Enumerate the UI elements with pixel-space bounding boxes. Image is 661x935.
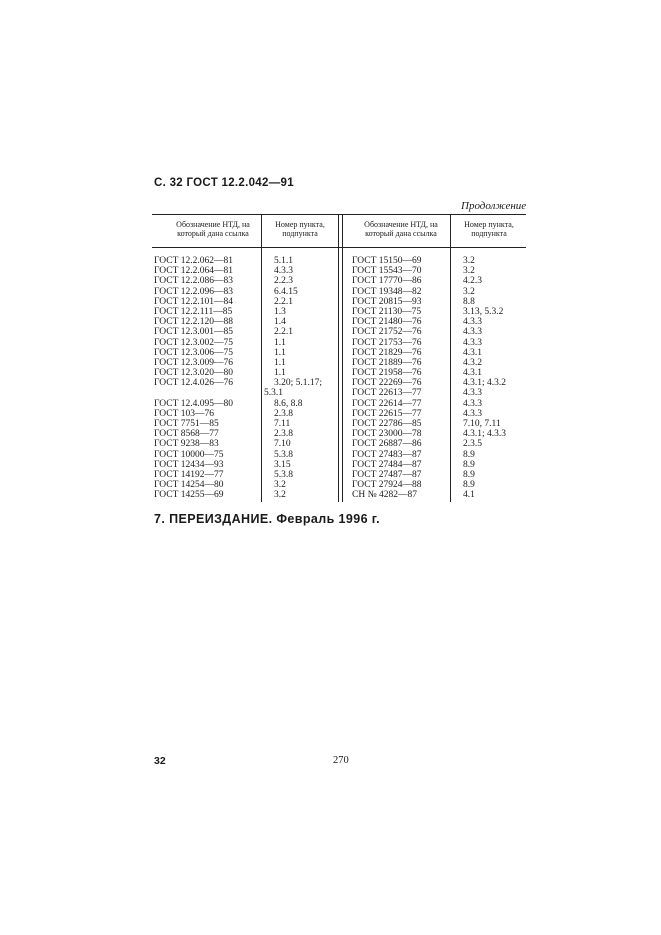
table-cell: ГОСТ 12434—93 bbox=[154, 459, 224, 470]
table-cell: ГОСТ 9238—83 bbox=[154, 439, 219, 450]
table-cell: 4.3.3 bbox=[463, 337, 482, 348]
table-cell: ГОСТ 22615—77 bbox=[352, 408, 422, 419]
table-cell: ГОСТ 27487—87 bbox=[352, 469, 422, 480]
table-cell: ГОСТ 103—76 bbox=[154, 408, 214, 419]
table-cell: ГОСТ 27924—88 bbox=[352, 480, 422, 491]
table-cell: 4.3.1 bbox=[463, 347, 482, 358]
table-cell: ГОСТ 22614—77 bbox=[352, 398, 422, 409]
table-cell: ГОСТ 12.4.095—80 bbox=[154, 398, 233, 409]
table-cell: ГОСТ 14192—77 bbox=[154, 469, 224, 480]
table-cell: ГОСТ 12.2.062—81 bbox=[154, 256, 233, 266]
table-cell: ГОСТ 21753—76 bbox=[352, 337, 422, 348]
column-divider bbox=[450, 214, 451, 502]
table-cell: ГОСТ 12.3.002—75 bbox=[154, 337, 233, 348]
table-cell: 2.2.1 bbox=[274, 327, 293, 338]
table-cell: ГОСТ 12.2.086—83 bbox=[154, 276, 233, 287]
table-cell: ГОСТ 12.2.096—83 bbox=[154, 286, 233, 297]
table-cell: 1.1 bbox=[274, 347, 286, 358]
table-cell: ГОСТ 21829—76 bbox=[352, 347, 422, 358]
table-cell: 8.9 bbox=[463, 469, 475, 480]
table-cell: 8.9 bbox=[463, 480, 475, 491]
table-cell: 5.1.1 bbox=[274, 256, 293, 266]
table-cell: ГОСТ 12.2.064—81 bbox=[154, 266, 233, 277]
table-cell: 4.2.3 bbox=[463, 276, 482, 287]
table-cell: 4.3.1 bbox=[463, 368, 482, 379]
table-cell: 4.3.3 bbox=[463, 317, 482, 328]
table-cell: ГОСТ 23000—78 bbox=[352, 429, 422, 440]
page-header: С. 32 ГОСТ 12.2.042—91 bbox=[154, 177, 294, 189]
table-cell: 2.2.1 bbox=[274, 296, 293, 307]
table-cell: ГОСТ 12.3.006—75 bbox=[154, 347, 233, 358]
reissue-note: 7. ПЕРЕИЗДАНИЕ. Февраль 1996 г. bbox=[154, 512, 381, 526]
table-cell: 3.2 bbox=[463, 286, 475, 297]
table-cell: ГОСТ 27483—87 bbox=[352, 449, 422, 460]
table-cell: ГОСТ 10000—75 bbox=[154, 449, 224, 460]
table-cell: ГОСТ 27484—87 bbox=[352, 459, 422, 470]
table-cell: 1.1 bbox=[274, 357, 286, 368]
footer-sheet-number: 270 bbox=[333, 755, 349, 766]
table-cell bbox=[154, 388, 233, 398]
table-cell: 5.3.1 bbox=[264, 388, 283, 399]
table-cell: ГОСТ 21480—76 bbox=[352, 317, 422, 328]
table-cell: 4.3.1; 4.3.2 bbox=[463, 378, 507, 389]
table-cell: 4.3.3 bbox=[463, 388, 482, 399]
table-cell: ГОСТ 14254—80 bbox=[154, 480, 224, 491]
table-cell: 4.1 bbox=[463, 490, 475, 501]
table-cell: ГОСТ 12.4.026—76 bbox=[154, 378, 233, 389]
table-cell: ГОСТ 15150—69 bbox=[352, 256, 422, 266]
table-cell: ГОСТ 22786—85 bbox=[352, 419, 422, 429]
table-cell: ГОСТ 26887—86 bbox=[352, 439, 422, 450]
table-cell: ГОСТ 20815—93 bbox=[352, 296, 422, 307]
table-cell: 1.1 bbox=[274, 368, 286, 379]
table-cell: 3.2 bbox=[274, 490, 286, 501]
table-cell: 4.3.3 bbox=[463, 327, 482, 338]
table-cell: 8.8 bbox=[463, 296, 475, 307]
table-cell: 8.9 bbox=[463, 459, 475, 470]
table-cell: СН № 4282—87 bbox=[352, 490, 418, 501]
table-cell: 4.3.3 bbox=[274, 266, 293, 277]
column-divider-double-left bbox=[338, 214, 339, 502]
table-cell: ГОСТ 21752—76 bbox=[352, 327, 422, 338]
table-cell: 6.4.15 bbox=[274, 286, 298, 297]
footer-page-number: 32 bbox=[154, 755, 166, 767]
table-cell: 4.3.2 bbox=[463, 357, 482, 368]
column-header-document: Обозначение НТД, на который дана ссылка bbox=[176, 220, 250, 238]
table-cell: 8.6, 8.8 bbox=[274, 398, 303, 409]
table-cell: 2.2.3 bbox=[274, 276, 293, 287]
column-header-document: Обозначение НТД, на который дана ссылка bbox=[364, 220, 438, 238]
table-cell: ГОСТ 21958—76 bbox=[352, 368, 422, 379]
continuation-label: Продолжение bbox=[461, 200, 527, 212]
table-cell: 3.20; 5.1.17; bbox=[274, 378, 323, 389]
table-cell: 2.3.8 bbox=[274, 429, 293, 440]
column-header-item: Номер пункта, подпункта bbox=[275, 220, 325, 238]
table-cell: 5.3.8 bbox=[274, 449, 293, 460]
table-cell: 7.10 bbox=[274, 439, 291, 450]
column-header-item: Номер пункта, подпункта bbox=[464, 220, 514, 238]
column-divider-double-right bbox=[342, 214, 343, 502]
table-cell: ГОСТ 14255—69 bbox=[154, 490, 224, 501]
table-cell: ГОСТ 8568—77 bbox=[154, 429, 219, 440]
table-cell: 1.3 bbox=[274, 306, 286, 317]
table-cell: ГОСТ 21130—75 bbox=[352, 306, 422, 317]
left-document-column bbox=[154, 256, 233, 501]
table-cell: ГОСТ 15543—70 bbox=[352, 266, 422, 277]
table-header-rule bbox=[152, 247, 526, 248]
column-divider bbox=[261, 214, 262, 502]
table-cell: 8.9 bbox=[463, 449, 475, 460]
table-top-rule bbox=[152, 214, 526, 215]
table-cell: 4.3.1; 4.3.3 bbox=[463, 429, 507, 440]
table-cell: ГОСТ 12.2.120—88 bbox=[154, 317, 233, 328]
right-item-column bbox=[463, 256, 506, 501]
table-cell: 3.2 bbox=[463, 256, 475, 266]
table-cell: 7.11 bbox=[274, 419, 291, 429]
reference-table bbox=[152, 214, 526, 504]
table-cell: 4.3.3 bbox=[463, 398, 482, 409]
table-cell: ГОСТ 21889—76 bbox=[352, 357, 422, 368]
table-cell: ГОСТ 12.3.001—85 bbox=[154, 327, 233, 338]
table-cell: ГОСТ 22613—77 bbox=[352, 388, 422, 399]
table-cell: ГОСТ 22269—76 bbox=[352, 378, 422, 389]
table-cell: ГОСТ 7751—85 bbox=[154, 419, 219, 429]
table-cell: 1.4 bbox=[274, 317, 286, 328]
table-cell: 1.1 bbox=[274, 337, 286, 348]
table-cell: 3.2 bbox=[274, 480, 286, 491]
table-cell: 3.2 bbox=[463, 266, 475, 277]
table-cell: ГОСТ 12.2.101—84 bbox=[154, 296, 233, 307]
right-document-column bbox=[352, 256, 422, 501]
left-item-column bbox=[264, 256, 322, 501]
table-cell: 5.3.8 bbox=[274, 469, 293, 480]
table-cell: ГОСТ 19348—82 bbox=[352, 286, 422, 297]
table-cell: 2.3.5 bbox=[463, 439, 482, 450]
table-cell: 2.3.8 bbox=[274, 408, 293, 419]
table-cell: ГОСТ 12.2.111—85 bbox=[154, 306, 233, 317]
table-cell: ГОСТ 12.3.009—76 bbox=[154, 357, 233, 368]
table-cell: 7.10, 7.11 bbox=[463, 419, 501, 429]
table-cell: ГОСТ 17770—86 bbox=[352, 276, 422, 287]
table-cell: 4.3.3 bbox=[463, 408, 482, 419]
table-cell: 3.13, 5.3.2 bbox=[463, 306, 504, 317]
table-cell: 3.15 bbox=[274, 459, 291, 470]
table-cell: ГОСТ 12.3.020—80 bbox=[154, 368, 233, 379]
